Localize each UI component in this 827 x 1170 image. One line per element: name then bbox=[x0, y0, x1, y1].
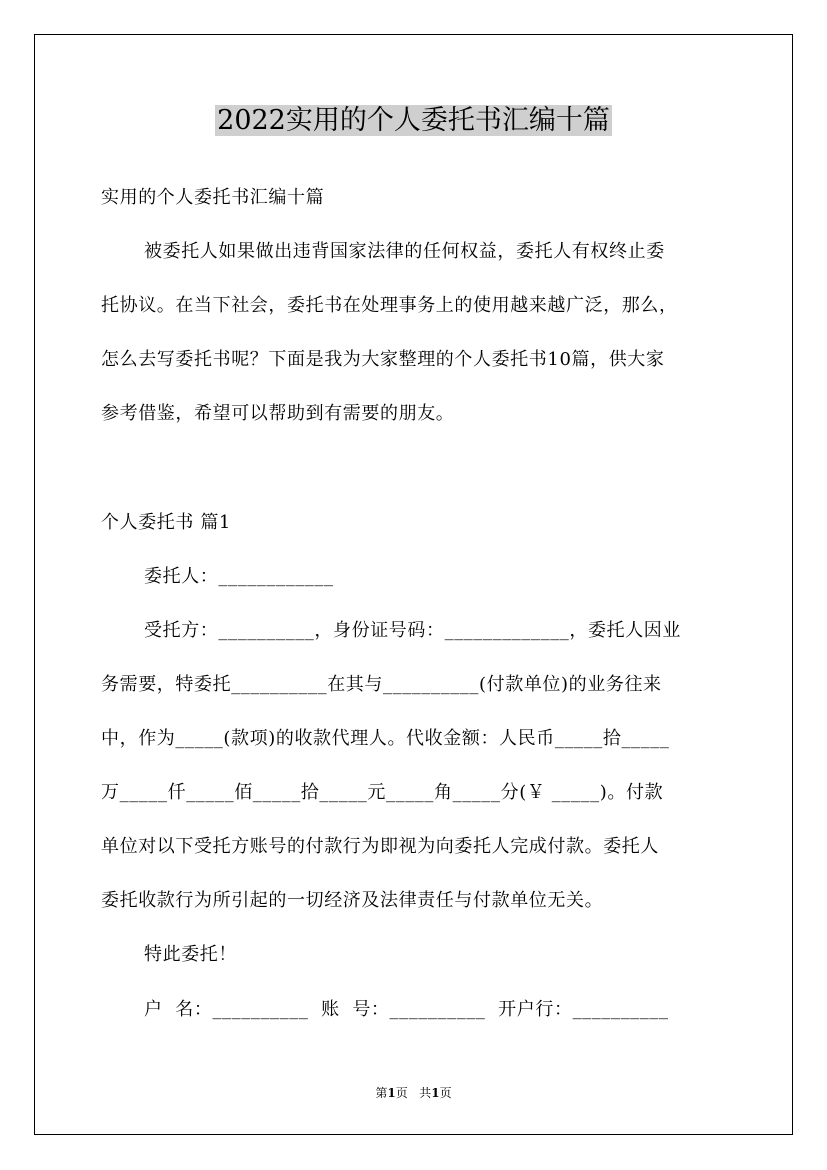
footer-total-suffix: 页 bbox=[439, 1086, 452, 1100]
body-line: 务需要，特委托__________在其与__________(付款单位)的业务往来 bbox=[101, 674, 662, 695]
intro-line: 被委托人如果做出违背国家法律的任何权益，委托人有权终止委 bbox=[144, 241, 665, 262]
body-line: 委托收款行为所引起的一切经济及法律责任与付款单位无关。 bbox=[101, 890, 604, 911]
body-line: 万_____仟_____佰_____拾_____元_____角_____分(￥ _____)。付款 bbox=[101, 782, 664, 803]
document-subtitle: 实用的个人委托书汇编十篇 bbox=[101, 187, 325, 208]
document-title bbox=[0, 101, 827, 141]
body-line: 中，作为_____(款项)的收款代理人。代收金额：人民币_____拾_____ bbox=[101, 728, 670, 749]
client-line: 委托人：____________ bbox=[144, 566, 334, 587]
closing-line: 特此委托！ bbox=[144, 944, 237, 965]
footer-total-number: 1 bbox=[431, 1086, 440, 1100]
intro-line: 参考借鉴，希望可以帮助到有需要的朋友。 bbox=[101, 403, 455, 424]
section-heading: 个人委托书 篇1 bbox=[101, 512, 231, 533]
footer-page-prefix: 第 bbox=[375, 1086, 388, 1100]
document-title-text: 2022实用的个人委托书汇编十篇 bbox=[217, 105, 610, 136]
body-line: 受托方：__________，身份证号码：_____________，委托人因业 bbox=[144, 620, 681, 641]
body-line: 单位对以下受托方账号的付款行为即视为向委托人完成付款。委托人 bbox=[101, 836, 659, 857]
account-line: 户 名：__________ 账 号：__________ 开户行：__________ bbox=[144, 999, 669, 1020]
page-footer bbox=[0, 1084, 827, 1101]
intro-line: 托协议。在当下社会，委托书在处理事务上的使用越来越广泛，那么， bbox=[101, 295, 678, 316]
footer-page-suffix: 页 bbox=[395, 1086, 408, 1100]
footer-page-number: 1 bbox=[387, 1086, 396, 1100]
intro-line: 怎么去写委托书呢？下面是我为大家整理的个人委托书10篇，供大家 bbox=[101, 349, 665, 370]
footer-total-prefix: 共 bbox=[419, 1086, 432, 1100]
